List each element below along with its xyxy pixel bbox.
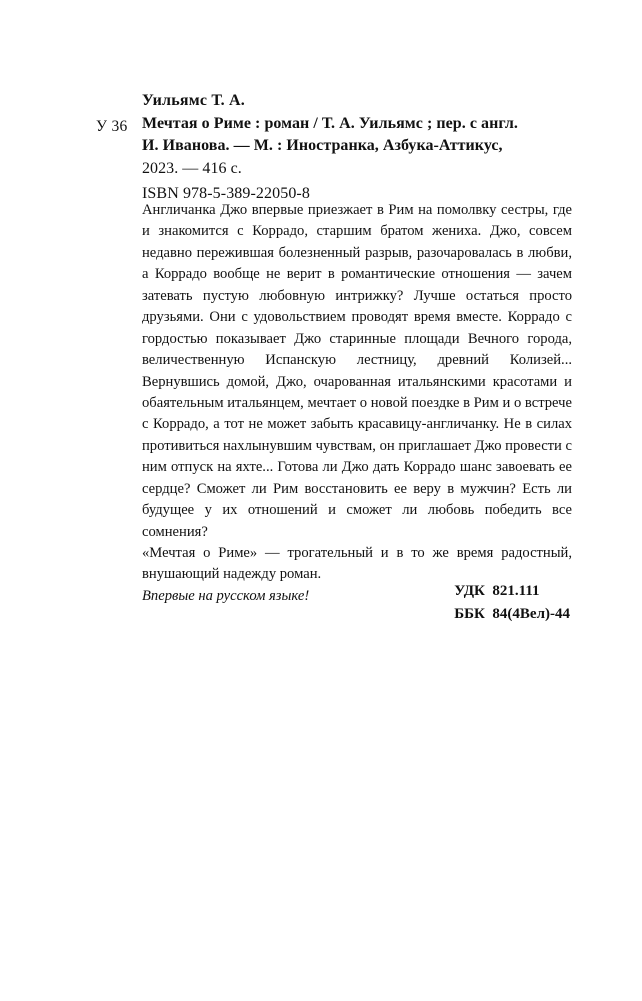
annotation <box>142 200 572 607</box>
isbn: ISBN 978-5-389-22050-8 <box>142 184 310 202</box>
cip-record <box>142 90 570 205</box>
cip-description-line-2: И. Иванова. — М. : Иностранка, Азбука-Аттикус, <box>142 137 503 155</box>
annotation-closing: «Мечтая о Риме» — трогательный и в то же время радостный, внушающий надежду роман. <box>142 545 572 583</box>
cip-author: Уильямс Т. А. <box>142 92 245 109</box>
annotation-tagline: Впервые на русском языке! <box>142 587 310 604</box>
shelf-mark: У 36 <box>96 118 128 135</box>
udk-code: УДК 821.111 <box>454 583 540 599</box>
cip-description-line-3: 2023. — 416 с. <box>142 160 242 178</box>
classification-codes <box>454 580 570 625</box>
bbk-code: ББК 84(4Вел)-44 <box>454 605 570 622</box>
cip-description-line-1: Мечтая о Риме : роман / Т. А. Уильямс ; пер. с англ. <box>142 114 518 132</box>
annotation-body: Англичанка Джо впервые приезжает в Рим на помолвку сестры, где и знакомится с Коррадо, старшим братом жениха. Джо, совсем недавно пережившая болезненный разрыв, разочаровалась в любви, а Коррадо вообще не верит в романтические отношения — зачем затевать пустую любовную интрижку? Лучше остаться просто друзьями. Они с удовольствием проводят время вместе. Коррадо с гордостью показывает Джо старинные площади Вечного города, величественную Испанскую лестницу, древний Колизей... Вернувшись домой, Джо, очарованная итальянскими красотами и обаятельным итальянцем, мечтает о новой поездке в Рим и о встрече с Коррадо, а тот не может забыть красавицу-англичанку. Не в силах противиться нахлынувшим чувствам, он приглашает Джо провести с ним отпуск на яхте... Готова ли Джо дать Коррадо шанс завоевать ее сердце? Сможет ли Рим восстановить ее веру в мужчин? Есть ли будущее у их отношений и сможет ли любовь победить все сомнения? <box>142 202 572 540</box>
